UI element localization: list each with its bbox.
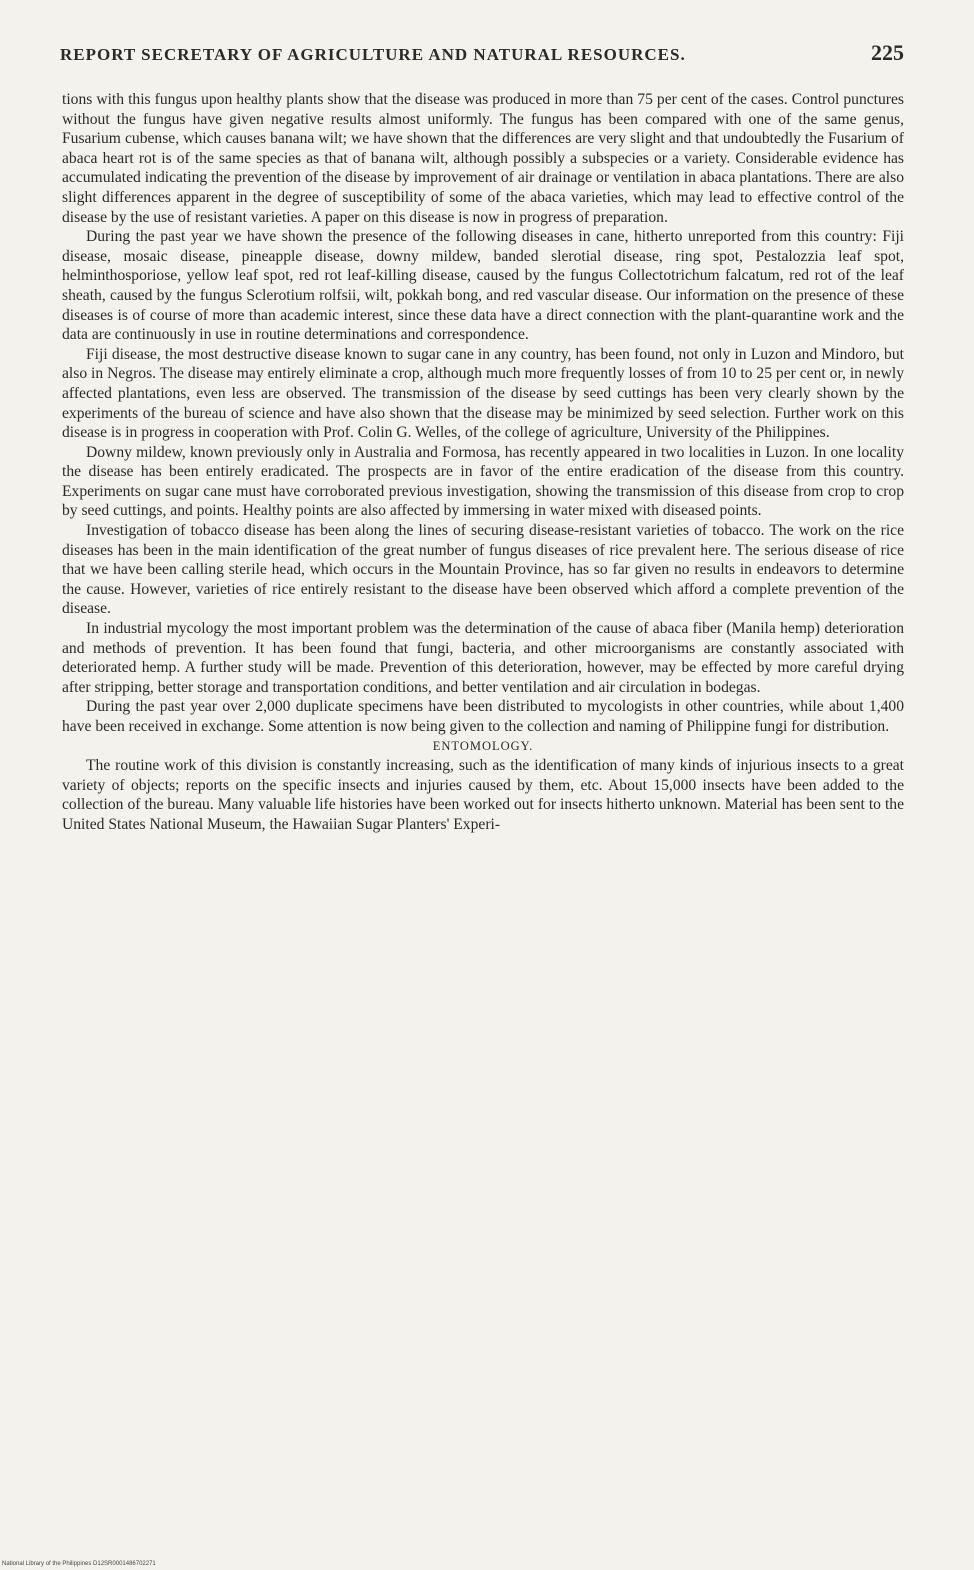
archive-footer: National Library of the Philippines D12SR0001486702271 [2, 1561, 156, 1567]
paragraph: Downy mildew, known previously only in Australia and Formosa, has recently appeared in two localities in Luzon. In one locality the disease has been entirely eradicated. The prospects are in favor of the entire eradication of the disease from this country. Experiments on sugar cane must have corroborated previous investigation, showing the transmission of this disease from crop to crop by seed cuttings, and points. Healthy points are also affected by immersing in water mixed with diseased points. [62, 443, 904, 520]
paragraph: Investigation of tobacco disease has been along the lines of securing disease-resistant varieties of tobacco. The work on the rice diseases has been in the main identification of the great number of fungus diseases of rice prevalent here. The serious disease of rice that we have been calling sterile head, which occurs in the Mountain Province, has so far given no results in endeavors to determine the cause. However, varieties of rice entirely resistant to the disease have been observed which afford a complete prevention of the disease. [62, 522, 904, 618]
paragraph: The routine work of this division is constantly increasing, such as the identification of many kinds of injurious insects to a great variety of objects; reports on the specific insects and injuries caused by them, etc. About 15,000 insects have been added to the collection of the bureau. Many valuable life histories have been worked out for insects hitherto unknown. Material has been sent to the United States National Museum, the Hawaiian Sugar Planters' Experi- [62, 757, 904, 833]
body-text [62, 90, 904, 835]
page-number: 225 [871, 40, 904, 65]
paragraph: During the past year we have shown the presence of the following diseases in cane, hitherto unreported from this country: Fiji disease, mosaic disease, pineapple disease, downy mildew, banded slerotial disease, ring spot, Pestalozzia leaf spot, helminthosporiose, yellow leaf spot, red rot leaf-killing disease, caused by the fungus Collectotrichum falcatum, red rot of the leaf sheath, caused by the fungus Sclerotium rolfsii, wilt, pokkah bong, and red vascular disease. Our information on the presence of these diseases is of course of more than academic interest, since these data have a direct connection with the plant-quarantine work and the data are continuously in use in routine determinations and correspondence. [62, 228, 904, 344]
section-heading: ENTOMOLOGY. [432, 738, 534, 753]
paragraph: During the past year over 2,000 duplicate specimens have been distributed to mycologists in other countries, while about 1,400 have been received in exchange. Some attention is now being given to the collection and naming of Philippine fungi for distribution. [62, 698, 904, 735]
running-title: REPORT SECRETARY OF AGRICULTURE AND NATURAL RESOURCES. [60, 45, 686, 64]
paragraph: In industrial mycology the most important problem was the determination of the cause of abaca fiber (Manila hemp) deterioration and methods of prevention. It has been found that fungi, bacteria, and other microorganisms are constantly associated with deteriorated hemp. A further study will be made. Prevention of this deterioration, however, may be effected by more careful drying after stripping, better storage and transportation conditions, and better ventilation and air circulation in bodegas. [62, 620, 904, 696]
paragraph: Fiji disease, the most destructive disease known to sugar cane in any country, has been found, not only in Luzon and Mindoro, but also in Negros. The disease may entirely eliminate a crop, although much more frequently losses of from 10 to 25 per cent or, in newly affected plantations, even less are observed. The transmission of the disease by seed cuttings has been very clearly shown by the experiments of the bureau of science and have also shown that the disease may be minimized by seed selection. Further work on this disease is in progress in cooperation with Prof. Colin G. Welles, of the college of agriculture, University of the Philippines. [62, 345, 904, 442]
paragraph: tions with this fungus upon healthy plants show that the disease was produced in more than 75 per cent of the cases. Control punctures without the fungus have given negative results almost uniformly. The fungus has been compared with one of the same genus, Fusarium cubense, which causes banana wilt; we have shown that the differences are very slight and that undoubtedly the Fusarium of abaca heart rot is of the same species as that of banana wilt, although possibly a subspecies or a variety. Considerable evidence has accumulated indicating the prevention of the disease by improvement of air drainage or ventilation in abaca plantations. There are also slight differences apparent in the degree of susceptibility of some of the abaca varieties, which may lead to effective control of the disease by the use of resistant varieties. A paper on this disease is now in progress of preparation. [62, 91, 904, 226]
page-header [60, 40, 904, 66]
